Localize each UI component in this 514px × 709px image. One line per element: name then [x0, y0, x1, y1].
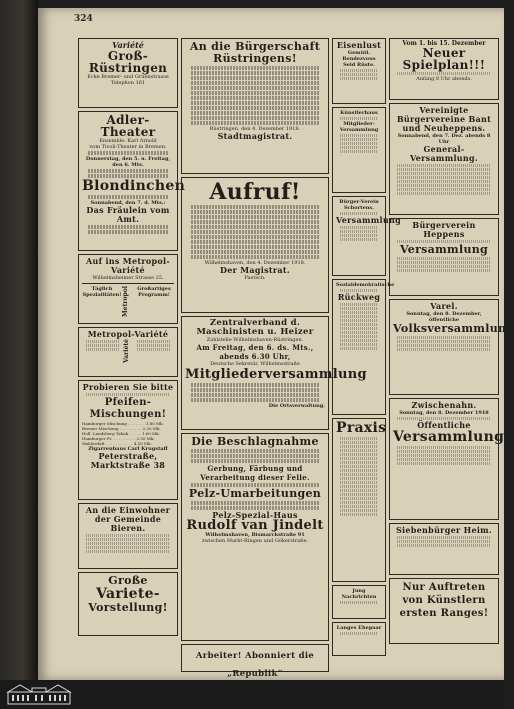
ad-jung [332, 585, 386, 619]
text-filler [191, 205, 319, 209]
text-filler [340, 319, 378, 322]
text-filler [191, 91, 319, 95]
text-filler [191, 250, 319, 254]
vom-date: Vom 1. bis 15. Dezember [402, 40, 486, 47]
text-filler [191, 255, 319, 259]
text-filler [191, 235, 319, 239]
ad-buergerverein [332, 196, 401, 276]
text-filler [340, 331, 378, 334]
text-filler [397, 240, 491, 243]
ad-einwohner [78, 503, 178, 569]
text-filler [86, 344, 119, 347]
text-filler [340, 449, 378, 452]
mischung-4: Waldesduft . . . . . . . . . . . 4.50 Mk. [82, 441, 152, 446]
text-filler [86, 393, 170, 396]
blondinchen: Blondinchen [82, 178, 186, 194]
rueckweg: Rückweg [337, 292, 381, 302]
adler-dates: Donnerstag, den 5. u. Freitag, den 6. Mts. [85, 156, 171, 168]
text-filler [191, 449, 319, 453]
text-filler [397, 540, 491, 543]
text-filler [397, 536, 491, 539]
text-filler [191, 459, 319, 463]
text-filler [397, 261, 491, 264]
sonnabend: Sonnabend, den 7. Dez. abends 8 Uhr [397, 133, 491, 145]
text-filler [88, 225, 168, 229]
text-filler [340, 453, 378, 456]
text-filler [397, 544, 491, 547]
buergerschaft: An die Bürgerschaft Rüstringens! [189, 40, 321, 65]
text-filler [340, 343, 378, 346]
text-filler [340, 473, 378, 476]
text-filler [340, 311, 378, 314]
text-filler [340, 601, 378, 604]
kuenstlerhaus: Künstlerhaus [340, 110, 378, 116]
text-filler [340, 134, 378, 137]
notice-buergerschaft [181, 38, 329, 174]
text-filler [191, 86, 319, 90]
text-filler [88, 230, 168, 234]
text-filler [340, 315, 378, 318]
text-filler [340, 226, 378, 229]
text-filler [88, 174, 168, 178]
text-filler [86, 542, 170, 545]
nur: Nur Auftreten [402, 582, 486, 593]
text-filler [397, 192, 491, 195]
zigarrenhaus: Zigarrenhaus Carl Krugstaff [88, 446, 168, 452]
text-filler [340, 445, 378, 448]
adler-title: Adler-Theater [100, 113, 156, 139]
text-filler [397, 340, 491, 343]
book-spine [0, 0, 38, 709]
text-filler [340, 339, 378, 342]
text-filler [137, 348, 170, 351]
text-filler [191, 245, 319, 249]
text-filler [340, 441, 378, 444]
text-filler [191, 230, 319, 234]
text-filler [397, 257, 491, 260]
text-filler [191, 454, 319, 458]
page-number: 324 [74, 14, 93, 24]
ad-adler-theater [78, 111, 186, 251]
text-filler [340, 335, 378, 338]
sonntag2: Sonntag, den 8. Dezember 1918 [399, 410, 489, 416]
anfang: Anfang 8 Uhr abends. [416, 76, 472, 82]
gross-title: Groß-Rüstringen [88, 49, 168, 75]
zentralverband: Zentralverband d. Maschinisten u. Heizer [196, 318, 314, 337]
text-filler [340, 461, 378, 464]
ad-pfeifen [78, 380, 178, 500]
column-1 [78, 38, 186, 650]
arbeiter: Arbeiter! Abonniert die „Republik“ [195, 651, 315, 679]
text-filler [397, 265, 491, 268]
text-filler [340, 469, 378, 472]
text-filler [191, 220, 319, 224]
jung-nachrichten: Jung Nachrichten [341, 588, 377, 600]
einwohner: An die Einwohner der Gemeinde Bieren. [85, 505, 171, 533]
ad-metropol-2 [78, 327, 178, 377]
text-filler [397, 462, 491, 465]
text-filler [191, 101, 319, 105]
text-filler [340, 234, 378, 237]
text-filler [86, 348, 119, 351]
text-filler [340, 437, 378, 440]
adler-sat: Sonnabend, den 7. d. Mts.: [90, 200, 166, 206]
text-filler [191, 240, 319, 244]
versammlung2: Versammlung [399, 243, 489, 256]
ad-varel [389, 299, 514, 395]
ad-siebenbuerger [389, 523, 499, 575]
ad-kuenstlerhaus [332, 107, 386, 193]
text-filler [397, 458, 491, 461]
text-filler [340, 632, 378, 635]
notice-aufruf [181, 177, 329, 313]
text-filler [191, 96, 319, 100]
pelz-spezial: Pelz-Spezial-Haus [212, 510, 298, 520]
ad-pelz [181, 433, 329, 641]
mitglied: Mitglieder-Versammlung [339, 121, 379, 133]
text-filler [340, 73, 378, 76]
ersten: ersten Ranges! [399, 608, 489, 619]
text-filler [86, 534, 170, 537]
text-filler [397, 164, 491, 167]
metropol-addr: Wilhelmsheimer Strasse 25. [92, 275, 164, 281]
newspaper-page [38, 8, 514, 680]
text-filler [340, 138, 378, 141]
text-filler [397, 348, 491, 351]
text-filler [397, 176, 491, 179]
text-filler [397, 336, 491, 339]
text-filler [191, 393, 319, 397]
text-filler [191, 501, 319, 505]
gemuet: Gemütl. Rendezvous Seid Rüste. [342, 50, 376, 68]
fraeulein: Das Fräulein vom Amt. [86, 205, 170, 224]
volks: Volksversammlung [393, 322, 514, 335]
ad-metropol [78, 254, 178, 324]
text-filler [340, 212, 378, 215]
text-filler [397, 454, 491, 457]
text-filler [191, 106, 319, 110]
text-filler [340, 303, 378, 306]
text-filler [191, 215, 319, 219]
vereinigte: Vereinigte Bürgervereine Bant und Neuheppens. [396, 105, 492, 133]
metropol-title: Auf ins Metropol-Variété [86, 256, 170, 275]
text-filler [86, 550, 170, 553]
general: General-Versammlung. [409, 144, 479, 163]
column-3 [332, 38, 401, 650]
text-filler [191, 398, 319, 402]
oeffentliche2: Öffentliche [417, 420, 471, 430]
ad-spielplan [389, 38, 499, 100]
ad-langes [332, 622, 386, 656]
text-filler [340, 142, 378, 145]
text-filler [340, 230, 378, 233]
ad-buergerverein-heppens [389, 218, 499, 296]
text-filler [86, 538, 170, 541]
rudolf-addr: Wilhelmshaven, Bismarckstraße 91 [205, 532, 305, 538]
variete-v: Variete- [96, 586, 160, 602]
mischung-2: Holl. Landsberg Tabak . . . . . 1.60 Mk. [82, 431, 160, 436]
text-filler [397, 269, 491, 272]
text-filler [191, 71, 319, 75]
text-filler [340, 307, 378, 310]
text-filler [86, 546, 170, 549]
text-filler [340, 323, 378, 326]
ad-gross-ruestringen [78, 38, 178, 108]
text-filler [88, 195, 168, 199]
text-filler [397, 172, 491, 175]
text-filler [397, 168, 491, 171]
ad-sozialdemokratische [332, 279, 395, 415]
ad-zentralverband [181, 316, 367, 430]
programm: Programm! [138, 292, 170, 298]
magistrat-sub: Paetsch. [244, 275, 266, 281]
grosse: Große [108, 574, 148, 587]
mischung-0: Hamburger Mischung . . . . . . . 1.80 Mk. [82, 421, 164, 426]
zv-date: Am Freitag, den 6. ds. Mts., abends 6.30 Uhr, [196, 343, 314, 361]
text-filler [340, 501, 378, 504]
text-filler [137, 344, 170, 347]
zwischenahn: Zwischenahn. [411, 400, 477, 410]
gross-tel: Telephon 161 [110, 80, 146, 86]
spezialitaeten: Spezialitäten! [82, 292, 122, 298]
siebenb: Siebenbürger Heim. [395, 525, 493, 535]
text-filler [340, 117, 378, 120]
eisenlust: Eisenlust [336, 40, 382, 50]
aufruf: Aufruf! [209, 179, 301, 205]
text-filler [397, 72, 491, 75]
probieren: Probieren Sie bitte [82, 382, 174, 392]
text-filler [340, 481, 378, 484]
text-filler [191, 111, 319, 115]
langes: Langes Ehepaar [336, 625, 382, 631]
text-filler [191, 66, 319, 70]
text-filler [397, 180, 491, 183]
versammlung3: Versammlung [393, 429, 505, 445]
groszartiges: Großartiges [137, 286, 171, 292]
rudolf-sub: zwischen Markt-Ringen und Gökerstraße. [201, 538, 309, 544]
text-filler [191, 506, 319, 510]
text-filler [191, 210, 319, 214]
text-filler [191, 388, 319, 392]
text-filler [191, 121, 319, 125]
text-filler [340, 146, 378, 149]
text-filler [191, 76, 319, 80]
text-filler [340, 77, 378, 80]
text-filler [340, 238, 378, 241]
text-filler [340, 347, 378, 350]
beschlagnahme: Die Beschlagnahme [191, 435, 319, 448]
zv-sub: Zahlstelle Wilhelmshaven-Rüstringen. [206, 337, 304, 343]
ruestringen-date: Rüstringen, den 4. Dezember 1918. [209, 126, 301, 132]
text-filler [397, 446, 491, 449]
ad-kuenstler [389, 578, 499, 644]
text-filler [340, 513, 378, 516]
wilhelmshaven-date: Wilhelmshaven, den 4. Dezember 1918. [204, 260, 306, 266]
taeglich: Täglich [91, 286, 113, 292]
text-filler [340, 289, 378, 292]
vert2: Variété [123, 339, 130, 363]
ad-eisenlust [332, 38, 386, 104]
adler-sub: Ensemble: Karl Arnold [99, 138, 157, 144]
versammlung: Versammlung [336, 215, 401, 225]
text-filler [397, 417, 491, 420]
stadtmagistrat: Stadtmagistrat. [217, 131, 293, 141]
text-filler [340, 69, 378, 72]
ad-praxis [332, 418, 386, 582]
text-filler [88, 151, 168, 155]
text-filler [86, 340, 119, 343]
oeffentliche: öffentliche [428, 317, 460, 323]
ad-vereinigte [389, 103, 499, 215]
buerger-vereine: Bürger-Verein Schortens. [339, 199, 379, 211]
text-filler [191, 81, 319, 85]
text-filler [191, 483, 319, 487]
praxis: Praxis [336, 420, 387, 436]
neuer: Neuer Spielplan!!! [402, 46, 486, 72]
text-filler [397, 188, 491, 191]
ad-zwischenahn [389, 398, 505, 520]
peterstrasse: Peterstraße, Marktstraße 38 [90, 451, 166, 470]
gerbung: Gerbung, Färbung und Verarbeitung dieser Felle. [200, 464, 310, 482]
metropol-vert: Metropol [122, 286, 129, 317]
pelz: Pelz-Umarbeitungen [188, 487, 322, 500]
ad-arbeiter [181, 644, 329, 679]
text-filler [397, 344, 491, 347]
mischung-3: Hamburger Pt. . . . . . . . . . 3.50 Mk. [82, 436, 155, 441]
pfeifen: Pfeifen-Mischungen! [89, 397, 167, 420]
text-filler [340, 505, 378, 508]
text-filler [340, 477, 378, 480]
von: von Künstlern [402, 595, 486, 606]
divider [82, 283, 174, 284]
text-filler [397, 450, 491, 453]
text-filler [340, 327, 378, 330]
text-filler [340, 465, 378, 468]
text-filler [340, 489, 378, 492]
variete-label: Variété [112, 40, 144, 50]
vorstellung: Vorstellung! [88, 601, 168, 614]
text-filler [340, 457, 378, 460]
text-filler [137, 340, 170, 343]
text-filler [191, 116, 319, 120]
text-filler [191, 383, 319, 387]
ad-variete-vorstellung [78, 572, 178, 636]
sozialdemokratische: Sozialdemokratische [336, 282, 395, 288]
text-filler [340, 493, 378, 496]
footer-bar [0, 680, 504, 709]
sonntag: Sonntag, den 8. Dezember, [406, 311, 482, 317]
mischung-1: Bremer Mischung . . . . . . . . . 2.20 Mk. [82, 426, 161, 431]
adler-sub2: vom Tivoli-Theater in Bremen. [89, 144, 167, 150]
zv-place: Deutsche Sekretär, Wilhelmsstraße [210, 361, 300, 367]
text-filler [340, 497, 378, 500]
text-filler [340, 485, 378, 488]
buergerin: Bürgerverein Heppens [412, 220, 476, 239]
rudolf: Rudolf van Jindelt [186, 518, 324, 533]
varel: Varel. [430, 301, 458, 311]
gross-sub: Ecke Bremer- und Gruenstrasse [87, 74, 169, 80]
text-filler [88, 169, 168, 173]
mitglieder: Mitgliederversammlung [185, 367, 367, 382]
magistrat: Der Magistrat. [220, 265, 290, 275]
library-building-logo [6, 682, 72, 706]
ortsverwaltung: Die Ortsverwaltung. [268, 403, 325, 409]
column-4 [389, 38, 514, 650]
text-filler [340, 509, 378, 512]
metropol2: Metropol-Variété [87, 329, 169, 339]
text-filler [397, 184, 491, 187]
text-filler [340, 150, 378, 153]
text-filler [191, 225, 319, 229]
